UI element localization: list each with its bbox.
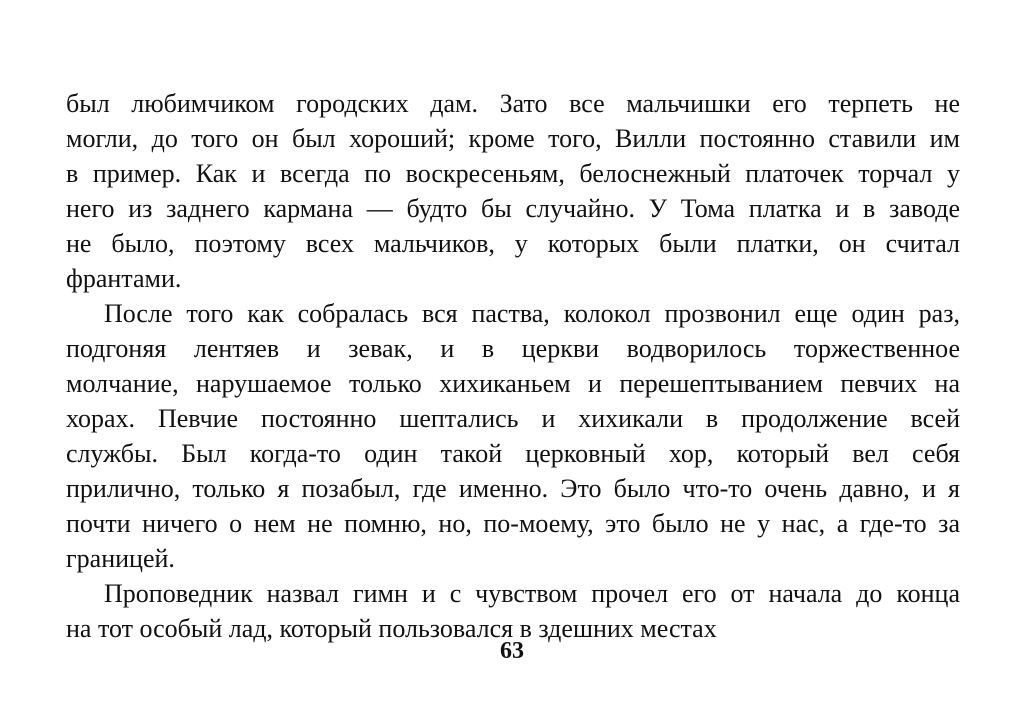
text-line: в пример. Как и всегда по воскресеньям, белоснежный платочек торчал у (66, 159, 960, 188)
text-line: был любимчиком городских дам. Зато все мальчишки его терпеть не (66, 89, 960, 118)
text-line: границей. (66, 544, 175, 573)
text-line: прилично, только я позабыл, где именно. Это было что-то очень давно, и я (66, 474, 960, 503)
paragraph-2 (66, 296, 960, 576)
paragraph-1 (66, 86, 960, 296)
text-line: могли, до того он был хороший; кроме того, Вилли постоянно ставили им (66, 124, 960, 153)
text-line: не было, поэтому всех мальчиков, у которых были платки, он считал (66, 229, 960, 258)
page-number: 63 (500, 638, 524, 664)
book-page-text (66, 86, 960, 646)
text-line: хорах. Певчие постоянно шептались и хихикали в продолжение всей (66, 404, 960, 433)
text-line: После того как собралась вся паства, колокол прозвонил еще один раз, (104, 299, 960, 328)
text-line: франтами. (66, 264, 182, 293)
text-line: на тот особый лад, который пользовался в здешних местах (66, 614, 717, 643)
text-line: молчание, нарушаемое только хихиканьем и перешептыванием певчих на (66, 369, 960, 398)
text-line: службы. Был когда-то один такой церковный хор, который вел себя (66, 439, 960, 468)
text-line: почти ничего о нем не помню, но, по-моему, это было не у нас, а где-то за (66, 509, 960, 538)
text-line: подгоняя лентяев и зевак, и в церкви водворилось торжественное (66, 334, 960, 363)
text-line: Проповедник назвал гимн и с чувством прочел его от начала до конца (104, 579, 960, 608)
text-line: него из заднего кармана — будто бы случайно. У Тома платка и в заводе (66, 194, 960, 223)
